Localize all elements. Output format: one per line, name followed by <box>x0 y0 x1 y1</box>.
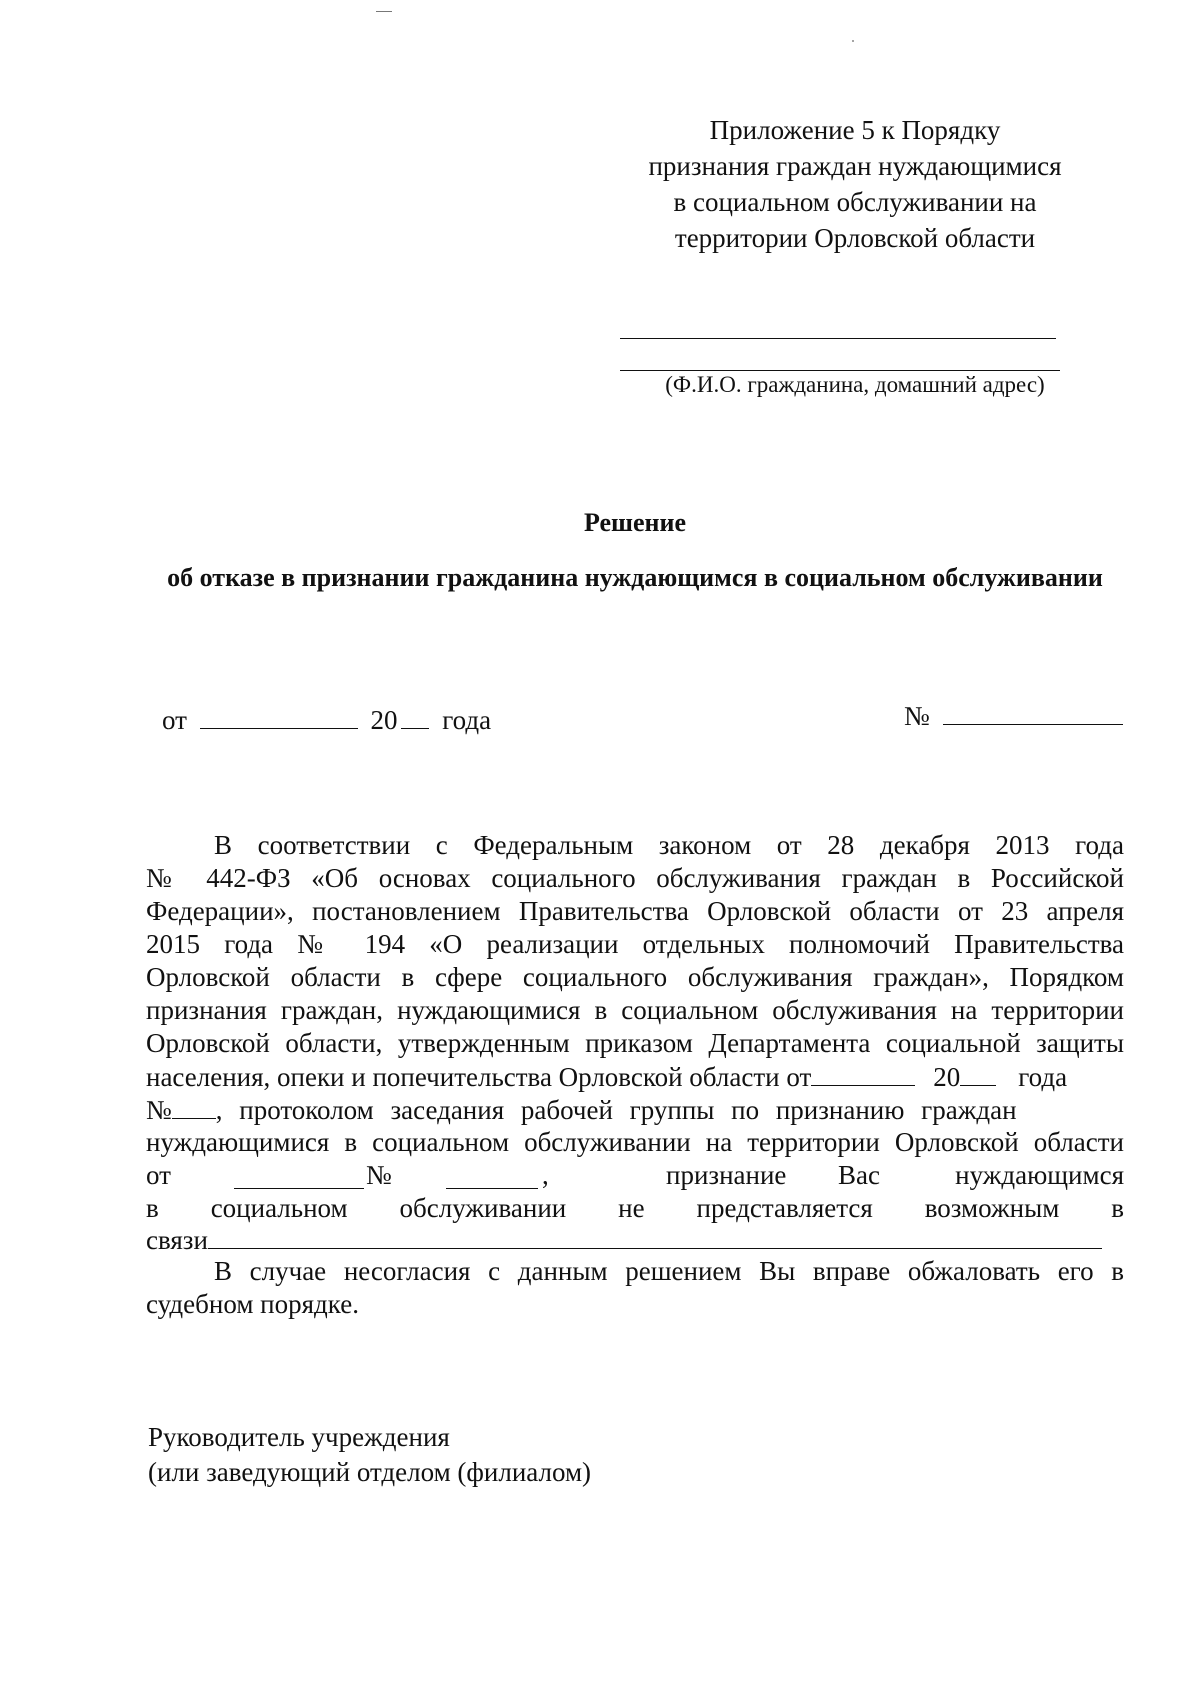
body-line: № 442-ФЗ «Об основах социального обслуживания граждан в Российской <box>146 863 1124 893</box>
number-label: № <box>904 701 930 731</box>
body-line: в социальном обслуживании не представляется возможным в <box>146 1193 1124 1223</box>
body-line: 2015 года № 194 «О реализации отдельных полномочий Правительства <box>146 929 1124 959</box>
date-suffix: года <box>442 705 492 735</box>
body-line: Орловской области, утвержденным приказом Департамента социальной защиты <box>146 1028 1124 1058</box>
scan-mark <box>376 11 392 12</box>
body-line: признания граждан, нуждающимися в социальном обслуживания на территории <box>146 995 1124 1025</box>
date-blank <box>200 704 358 729</box>
body-text: Вас <box>838 1160 880 1190</box>
recipient-address-blank <box>620 370 1060 371</box>
order-year-blank <box>960 1061 996 1086</box>
year-blank <box>401 704 429 729</box>
signature-subtitle: (или заведующий отделом (филиалом) <box>148 1457 592 1487</box>
document-subtitle: об отказе в признании гражданина нуждающимся в социальном обслуживании <box>167 563 1103 592</box>
document-date-line <box>162 704 491 736</box>
body-line: Орловской области в сфере социального обслуживания граждан», Порядком <box>146 962 1124 992</box>
appendix-line: признания граждан нуждающимися <box>648 151 1062 181</box>
appendix-line: Приложение 5 к Порядку <box>709 115 1001 145</box>
body-text: , протоколом заседания рабочей группы по признанию граждан <box>215 1095 1017 1125</box>
body-line: В случае несогласия с данным решением Вы вправе обжаловать его в <box>214 1256 1124 1286</box>
appendix-header <box>620 112 1090 256</box>
protocol-date-blank <box>234 1164 364 1189</box>
body-text: 20 <box>933 1062 961 1092</box>
body-text: от <box>146 1160 171 1190</box>
body-line-reason <box>146 1224 1124 1256</box>
body-line: Федерации», постановлением Правительства Орловской области от 23 апреля <box>146 896 1124 926</box>
recipient-caption: (Ф.И.О. гражданина, домашний адрес) <box>665 372 1045 397</box>
signature-title: Руководитель учреждения <box>148 1422 450 1452</box>
body-line: В соответствии с Федеральным законом от 28 декабря 2013 года <box>214 830 1124 860</box>
body-text: года <box>1018 1062 1068 1092</box>
order-number-blank <box>172 1094 216 1119</box>
body-text: № <box>146 1095 172 1125</box>
body-text: населения, опеки и попечительства Орловской области от <box>146 1062 812 1092</box>
body-text: № <box>366 1160 392 1190</box>
number-blank <box>943 700 1123 725</box>
reason-blank <box>208 1224 1102 1249</box>
body-line-order-date <box>146 1061 1124 1093</box>
order-date-blank <box>811 1061 915 1086</box>
body-line: нуждающимися в социальном обслуживании на территории Орловской области <box>146 1127 1124 1157</box>
scan-dot <box>852 40 854 42</box>
document-title: Решение <box>583 508 687 537</box>
body-text: признание <box>666 1160 787 1190</box>
document-number-line <box>904 700 1123 732</box>
year-prefix: 20 <box>370 705 398 735</box>
body-text: , <box>542 1160 549 1190</box>
appendix-line: в социальном обслуживании на <box>673 187 1037 217</box>
date-prefix: от <box>162 705 187 735</box>
recipient-name-blank <box>620 338 1056 339</box>
body-line-order-number <box>146 1094 1124 1126</box>
body-text: нуждающимся <box>955 1160 1124 1190</box>
body-text: связи <box>146 1225 208 1255</box>
appendix-line: территории Орловской области <box>674 223 1036 253</box>
body-line: судебном порядке. <box>146 1289 359 1319</box>
protocol-number-blank <box>446 1164 538 1189</box>
